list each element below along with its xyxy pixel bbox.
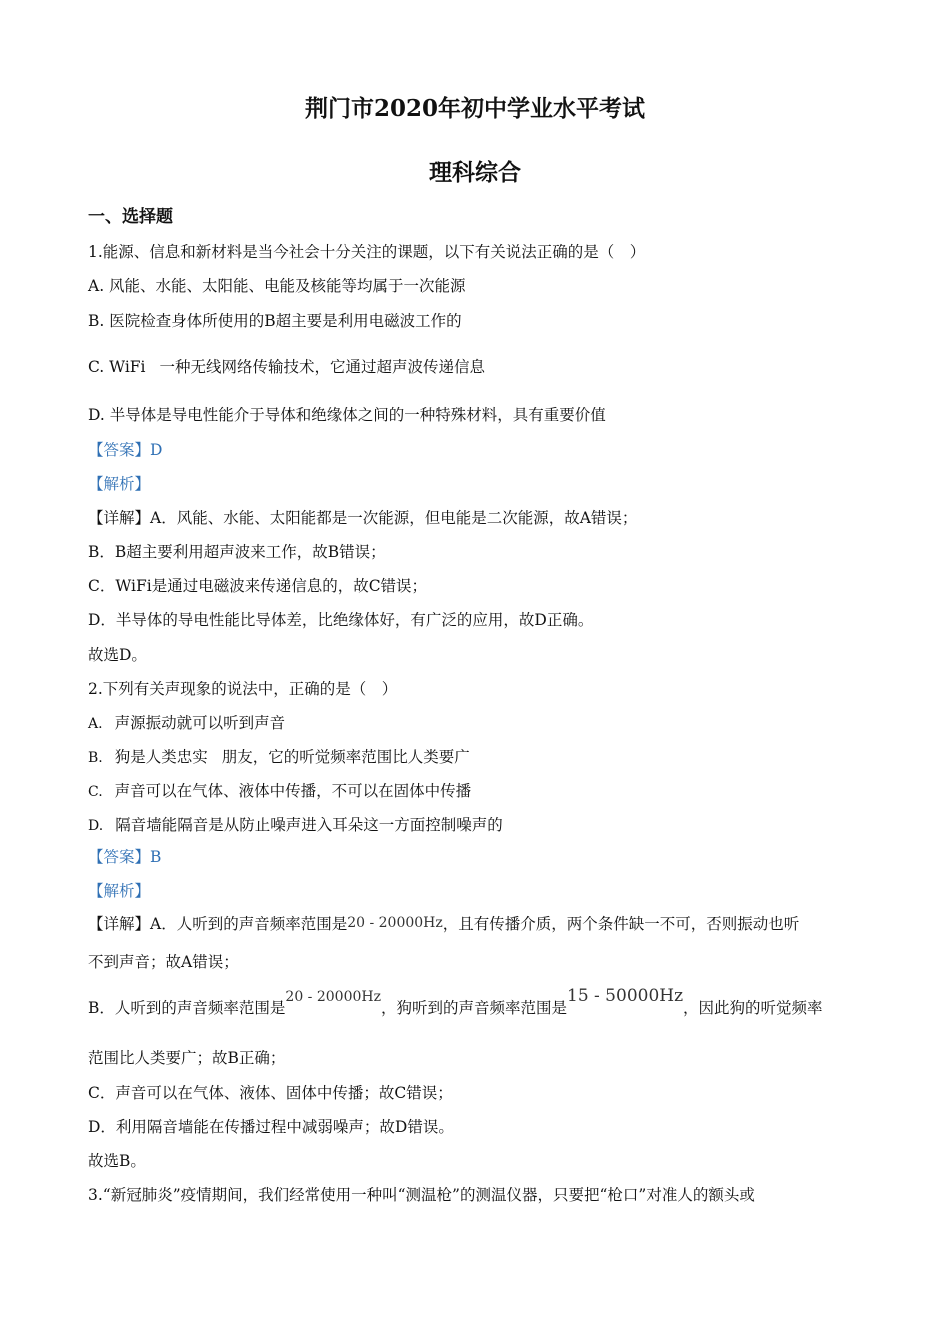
q1-option-b: B. 医院检查身体所使用的B超主要是利用电磁波工作的	[88, 312, 462, 330]
page-subtitle: 理科综合	[429, 159, 521, 186]
q2-option-a	[88, 713, 285, 734]
q2-formula-human-range: 20 - 20000Hz	[347, 915, 443, 931]
q3-stem: 3.“新冠肺炎”疫情期间，我们经常使用一种叫“测温枪”的测温仪器，只要把“枪口”对准人的额头或	[88, 1186, 755, 1204]
section-heading: 一、选择题	[88, 207, 173, 227]
q2-option-b-post: 朋友，它的听觉频率范围比人类要广	[221, 748, 470, 766]
q2-explanation-c: C．声音可以在气体、液体、固体中传播；故C错误；	[88, 1084, 453, 1102]
q1-option-d: D. 半导体是导电性能介于导体和绝缘体之间的一种特殊材料，具有重要价值	[88, 406, 606, 424]
q2-option-b-pre: 狗是人类忠实	[114, 748, 208, 766]
q1-conclusion: 故选D。	[88, 646, 147, 664]
q1-analysis-label: 【解析】	[88, 475, 151, 493]
q2-formula-human-range-2: 20 - 20000Hz	[285, 989, 381, 1005]
q2-explanation-a-post: ，且有传播介质，两个条件缺一不可，否则振动也听	[442, 915, 800, 933]
q2-explanation-b	[88, 986, 823, 1019]
q2-option-c	[88, 781, 471, 802]
q2-option-c-letter: C.	[88, 784, 103, 800]
q2-option-a-letter: A.	[88, 716, 103, 732]
q2-option-b	[88, 747, 470, 768]
q2-formula-dog-range: 15 - 50000Hz	[567, 986, 684, 1006]
q2-explanation-a	[88, 914, 799, 935]
q1-answer: 【答案】D	[88, 441, 163, 459]
q2-stem: 2.下列有关声现象的说法中，正确的是（ ）	[88, 680, 398, 698]
q1-explanation-a: 【详解】A．风能、水能、太阳能都是一次能源，但电能是二次能源，故A错误；	[88, 509, 638, 527]
q2-explanation-b-cont: 范围比人类要广；故B正确；	[88, 1049, 286, 1067]
q1-option-a: A. 风能、水能、太阳能、电能及核能等均属于一次能源	[88, 277, 466, 295]
q1-explanation-b: B．B超主要利用超声波来工作，故B错误；	[88, 543, 386, 561]
q2-option-d-letter: D.	[88, 818, 104, 834]
q2-analysis-label: 【解析】	[88, 882, 151, 900]
q2-explanation-a-pre: 【详解】A．人听到的声音频率范围是	[88, 915, 348, 933]
q2-conclusion: 故选B。	[88, 1152, 146, 1170]
q2-explanation-d: D．利用隔音墙能在传播过程中减弱噪声；故D错误。	[88, 1118, 454, 1136]
q1-explanation-d: D．半导体的导电性能比导体差，比绝缘体好，有广泛的应用，故D正确。	[88, 611, 594, 629]
q2-option-b-letter: B.	[88, 750, 103, 766]
q2-option-d-text: 隔音墙能隔音是从防止噪声进入耳朵这一方面控制噪声的	[115, 816, 503, 834]
q2-option-a-text: 声源振动就可以听到声音	[114, 714, 286, 732]
q2-explanation-b-pre: B．人听到的声音频率范围是	[88, 999, 286, 1017]
q2-answer: 【答案】B	[88, 848, 162, 866]
q1-option-c	[88, 357, 485, 377]
q1-explanation-c: C．WiFi是通过电磁波来传递信息的，故C错误；	[88, 577, 428, 595]
q2-explanation-b-post: ，因此狗的听觉频率	[683, 999, 823, 1017]
q2-explanation-a-cont: 不到声音；故A错误；	[88, 953, 239, 971]
q2-explanation-b-mid: ，狗听到的声音频率范围是	[380, 999, 567, 1017]
page-title: 荆门市2020年初中学业水平考试	[304, 95, 645, 122]
q1-option-c-pre: C. WiFi	[88, 358, 146, 376]
q2-option-d	[88, 815, 503, 836]
q2-option-c-text: 声音可以在气体、液体中传播，不可以在固体中传播	[114, 782, 472, 800]
q1-stem: 1.能源、信息和新材料是当今社会十分关注的课题，以下有关说法正确的是（ ）	[88, 243, 646, 261]
q1-option-c-post: 一种无线网络传输技术，它通过超声波传递信息	[159, 358, 486, 376]
